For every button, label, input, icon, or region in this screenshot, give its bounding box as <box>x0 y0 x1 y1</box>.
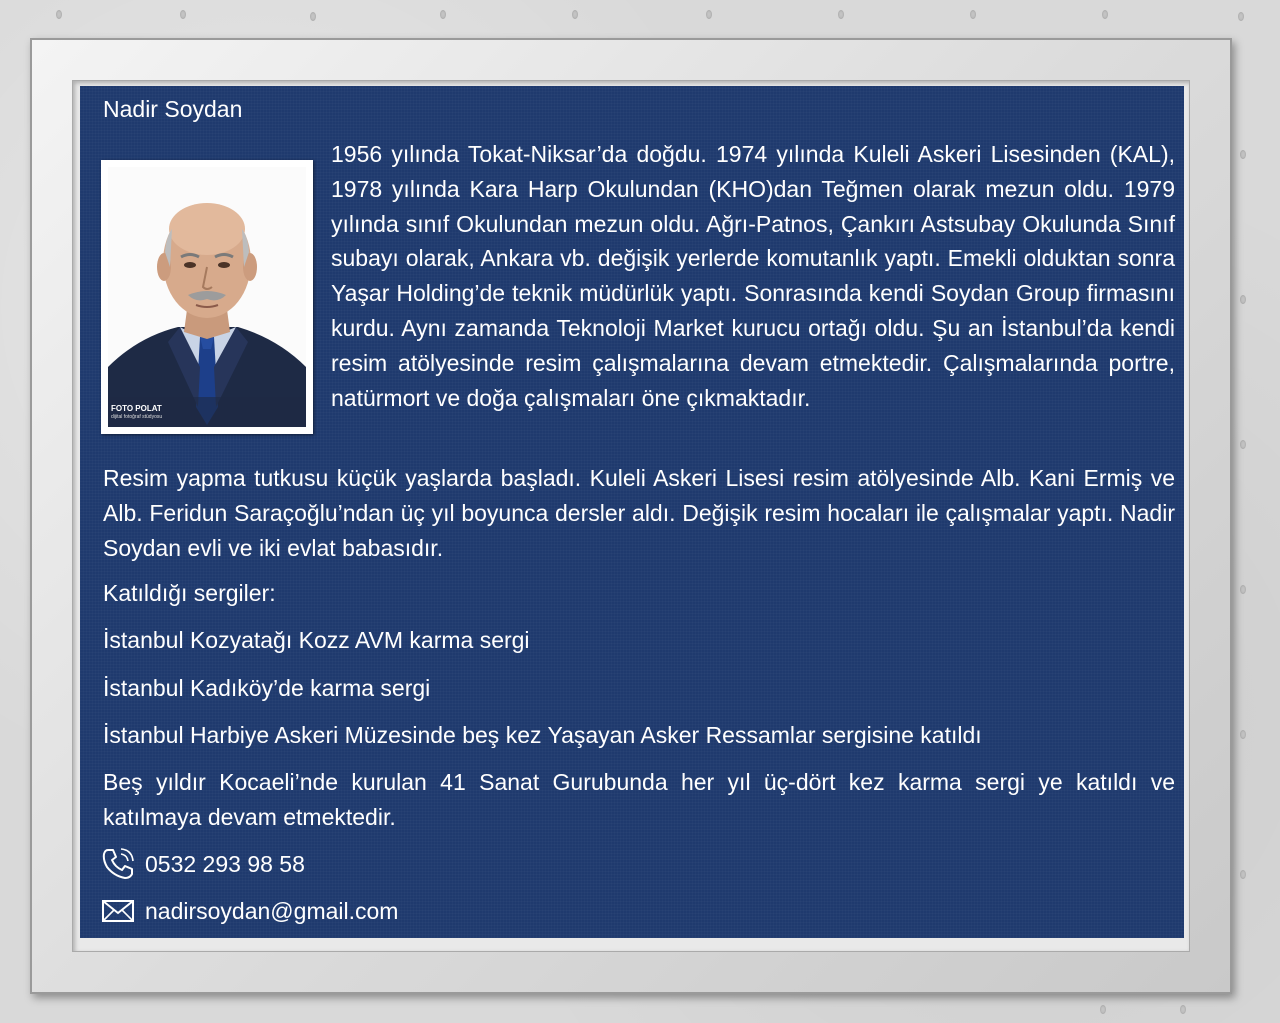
wall-dot <box>838 10 844 19</box>
wall-dot <box>1102 10 1108 19</box>
wall-dot <box>1240 440 1246 449</box>
wall-dot <box>970 10 976 19</box>
email-address: nadirsoydan@gmail.com <box>145 898 399 924</box>
bio-paragraph-1: 1956 yılında Tokat-Niksar’da doğdu. 1974 yılında Kuleli Askeri Lisesinden (KAL), 1978 yılında Kara Harp Okulundan (KHO)dan Teğmen olarak mezun oldu. 1979 yılında sınıf Okulundan mezun oldu. Ağrı-Patnos, Çankırı Astsubay Okulunda Sınıf subayı olarak, Ankara vb. değişik yerlerde komutanlık yaptı. Emekli olduktan sonra Yaşar Holding’de teknik müdürlük yaptı. Sonrasında kendi Soydan Group firmasını kurdu. Aynı zamanda Teknoloji Market kurucu ortağı oldu. Şu an İstanbul’da kendi resim atölyesinde resim çalışmalarına devam etmektedir. Çalışmalarında portre, natürmort ve doğa çalışmaları öne çıkmaktadır. <box>331 141 1175 411</box>
wall-dot <box>1240 585 1246 594</box>
wall-dot <box>572 10 578 19</box>
photo-credit: FOTO POLAT <box>111 404 162 413</box>
wall-dot <box>1240 295 1246 304</box>
phone-contact[interactable] <box>101 847 305 881</box>
email-contact[interactable] <box>101 894 398 928</box>
envelope-icon <box>101 898 135 924</box>
wall-dot <box>1180 1005 1186 1014</box>
wall-dot <box>1240 730 1246 739</box>
portrait-image <box>108 167 306 427</box>
exhibition-item: İstanbul Kozyatağı Kozz AVM karma sergi <box>103 627 530 653</box>
artist-name: Nadir Soydan <box>103 96 243 122</box>
bio-paragraph-2: Resim yapma tutkusu küçük yaşlarda başladı. Kuleli Askeri Lisesi resim atölyesinde Alb. Kani Ermiş ve Alb. Feridun Saraçoğlu’ndan üç yıl boyunca dersler aldı. Değişik resim hocaları ile çalışmalar yaptı. Nadir Soydan evli ve iki evlat babasıdır. <box>103 465 1175 561</box>
wall-dot <box>1240 870 1246 879</box>
portrait-photo <box>101 160 313 434</box>
photo-credit-subtitle: dijital fotoğraf stüdyosu <box>111 414 163 420</box>
phone-icon <box>101 847 135 881</box>
wall-dot <box>180 10 186 19</box>
wall-dot <box>440 10 446 19</box>
portrait-illustration <box>108 167 306 427</box>
bio-panel <box>80 86 1184 938</box>
exhibition-item: İstanbul Kadıköy’de karma sergi <box>103 675 431 701</box>
wall-dot <box>1240 150 1246 159</box>
wall-dot <box>310 12 316 21</box>
exhibition-item: Beş yıldır Kocaeli’nde kurulan 41 Sanat Gurubunda her yıl üç-dört kez karma sergi ye katıldı ve katılmaya devam etmektedir. <box>103 769 1175 830</box>
wall-dot <box>56 10 62 19</box>
wall-dot <box>1100 1005 1106 1014</box>
exhibitions-heading: Katıldığı sergiler: <box>103 580 276 606</box>
wall-dot <box>706 10 712 19</box>
exhibition-item: İstanbul Harbiye Askeri Müzesinde beş kez Yaşayan Asker Ressamlar sergisine katıldı <box>103 722 982 748</box>
wall-dot <box>1238 12 1244 21</box>
phone-number: 0532 293 98 58 <box>145 851 305 877</box>
